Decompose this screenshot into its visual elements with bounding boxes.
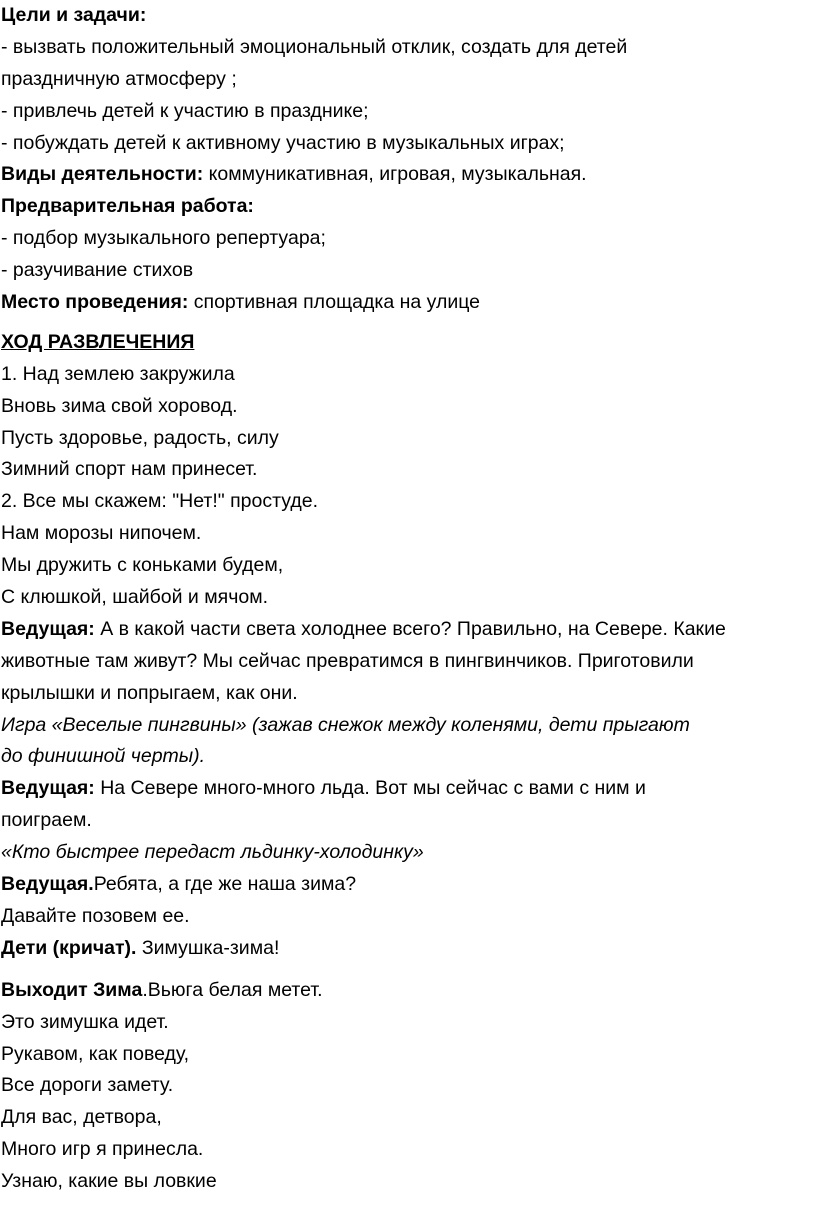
poem-line: Нам морозы нипочем. bbox=[1, 522, 202, 545]
winter-line bbox=[1, 975, 814, 1007]
game-description: Игра «Веселые пингвины» (зажав снежок между коленями, дети прыгают bbox=[1, 713, 690, 736]
host-line bbox=[1, 614, 814, 646]
prep-item: - подбор музыкального репертуара; bbox=[1, 227, 326, 250]
poem-line: Это зимушка идет. bbox=[1, 1010, 169, 1033]
winter-label: Выходит Зима bbox=[1, 978, 143, 1001]
game-title: «Кто быстрее передаст льдинку-холодинку» bbox=[1, 841, 424, 864]
host-label: Ведущая: bbox=[1, 777, 95, 800]
host-label: Ведущая: bbox=[1, 617, 95, 640]
kids-line bbox=[1, 933, 814, 965]
poem-line: Для вас, детвора, bbox=[1, 1106, 162, 1129]
prep-heading: Предварительная работа: bbox=[1, 195, 254, 218]
host-text: А в какой части света холоднее всего? Правильно, на Севере. Какие bbox=[94, 617, 726, 640]
activities-label: Виды деятельности: bbox=[1, 163, 204, 186]
kids-label: Дети (кричат). bbox=[1, 936, 137, 959]
place-line bbox=[1, 287, 814, 319]
poem-line: Вновь зима свой хоровод. bbox=[1, 394, 238, 417]
place-text: спортивная площадка на улице bbox=[188, 291, 481, 314]
goal-item: - вызвать положительный эмоциональный отклик, создать для детей bbox=[1, 35, 628, 58]
poem-line: Пусть здоровье, радость, силу bbox=[1, 426, 279, 449]
host-line bbox=[1, 773, 814, 805]
host-text-continued: животные там живут? Мы сейчас превратимся в пингвинчиков. Приготовили bbox=[1, 649, 694, 672]
poem-line: Рукавом, как поведу, bbox=[1, 1042, 190, 1065]
host-text: На Севере много-много льда. Вот мы сейчас с вами с ним и bbox=[94, 777, 646, 800]
poem-line: Узнаю, какие вы ловкие bbox=[1, 1170, 217, 1193]
host-text-continued: Давайте позовем ее. bbox=[1, 904, 190, 927]
course-heading: ХОД РАЗВЛЕЧЕНИЯ bbox=[1, 330, 195, 353]
activities-text: коммуникативная, игровая, музыкальная. bbox=[203, 163, 587, 186]
winter-text: .Вьюга белая метет. bbox=[142, 978, 323, 1001]
goal-item: - привлечь детей к участию в празднике; bbox=[1, 99, 369, 122]
goal-item: - побуждать детей к активному участию в музыкальных играх; bbox=[1, 131, 565, 154]
poem-line: Все дороги замету. bbox=[1, 1074, 174, 1097]
poem-line: 1. Над землею закружила bbox=[1, 362, 235, 385]
poem-line: С клюшкой, шайбой и мячом. bbox=[1, 586, 269, 609]
poem-line: Мы дружить с коньками будем, bbox=[1, 554, 284, 577]
poem-line: Зимний спорт нам принесет. bbox=[1, 458, 258, 481]
poem-line: Много игр я принесла. bbox=[1, 1138, 204, 1161]
host-line bbox=[1, 869, 814, 901]
host-label: Ведущая. bbox=[1, 873, 94, 896]
goals-heading: Цели и задачи: bbox=[1, 4, 147, 26]
poem-line: 2. Все мы скажем: "Нет!" простуде. bbox=[1, 490, 319, 513]
host-text-continued: крылышки и попрыгаем, как они. bbox=[1, 681, 298, 704]
prep-item: - разучивание стихов bbox=[1, 259, 194, 282]
activities-line bbox=[1, 159, 814, 191]
game-description-continued: до финишной черты). bbox=[1, 745, 206, 768]
goal-item-continued: праздничную атмосферу ; bbox=[1, 67, 237, 90]
host-text: Ребята, а где же наша зима? bbox=[93, 873, 357, 896]
host-text-continued: поиграем. bbox=[1, 809, 92, 832]
place-label: Место проведения: bbox=[1, 291, 189, 314]
kids-text: Зимушка-зима! bbox=[136, 936, 280, 959]
